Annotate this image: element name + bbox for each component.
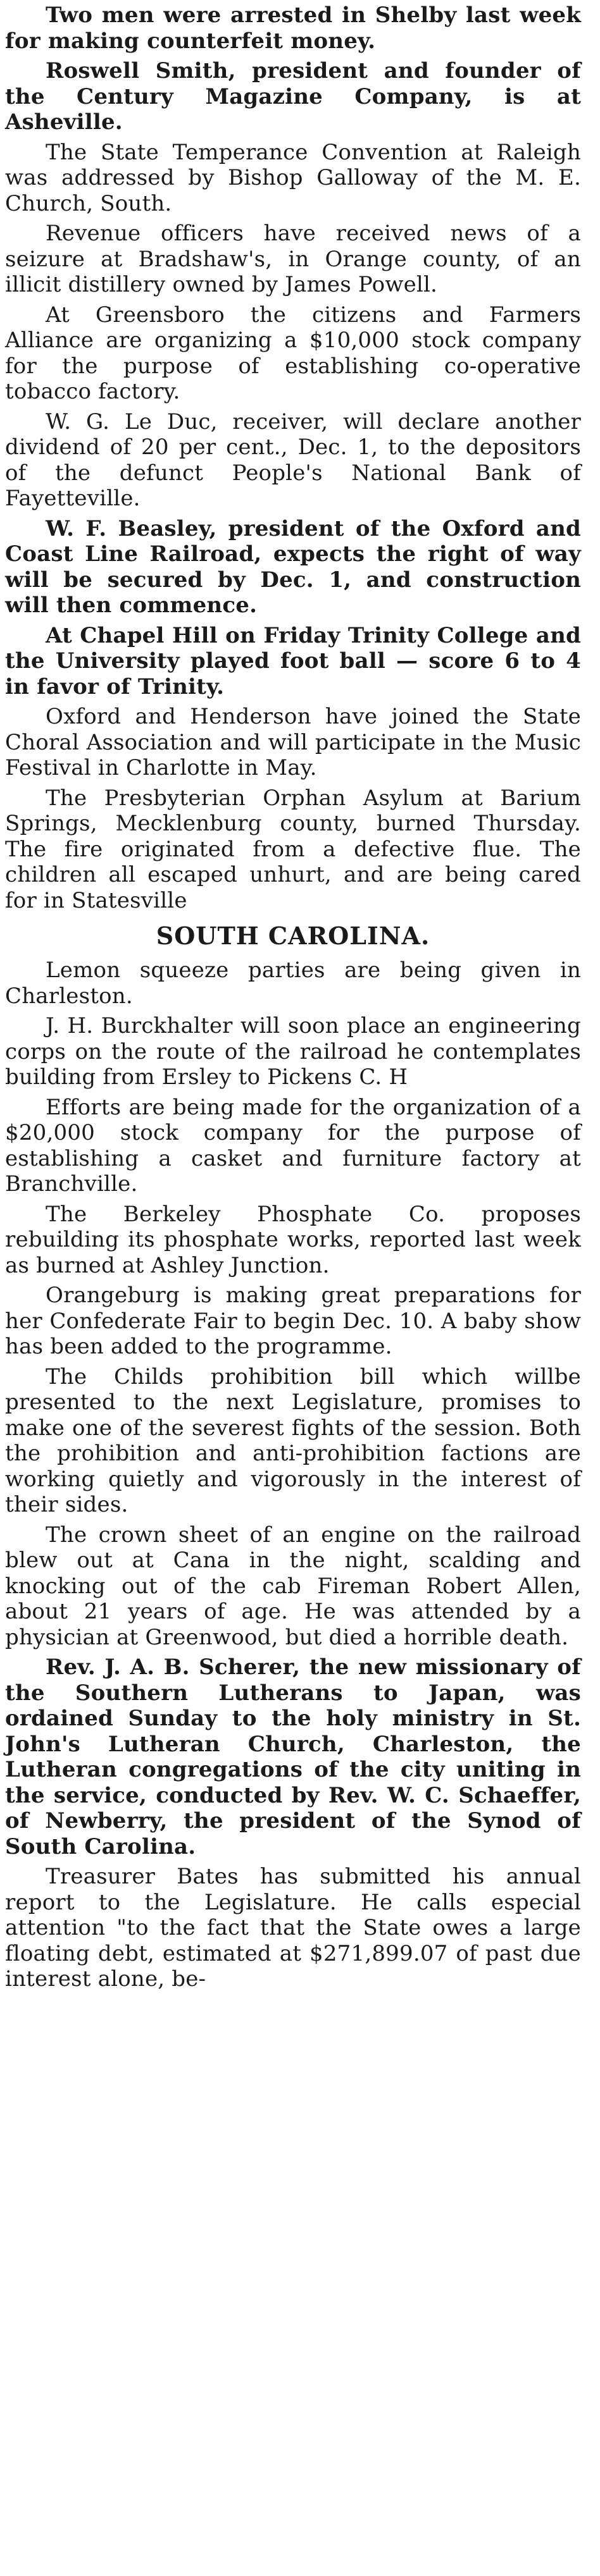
news-item-crown-sheet: The crown sheet of an engine on the railroad blew out at Cana in the night, scalding and knocking out of the cab Fireman Robert Allen, about 21 years of age. He was attended by a physician at Greenwood, but died a horrible death. bbox=[5, 1522, 581, 1650]
section-heading-south-carolina: SOUTH CAROLINA. bbox=[156, 921, 430, 950]
news-item-lemon-squeeze: Lemon squeeze parties are being given in Charleston. bbox=[5, 958, 581, 1009]
news-item-greensboro: At Greensboro the citizens and Farmers Alliance are organizing a $10,000 stock company for the purpose of establishing co-operative tobacco factory. bbox=[5, 302, 581, 404]
newspaper-column bbox=[5, 3, 581, 2572]
news-item-orphan-asylum: The Presbyterian Orphan Asylum at Barium Springs, Mecklenburg county, burned Thursday. The fire originated from a defective flue. The children all escaped unhurt, and are being cared for in Statesville bbox=[5, 785, 581, 913]
news-item-choral: Oxford and Henderson have joined the State Choral Association and will participate in the Music Festival in Charlotte in May. bbox=[5, 704, 581, 780]
news-item-roswell-smith: Roswell Smith, president and founder of the Century Magazine Company, is at Asheville. bbox=[5, 58, 581, 135]
news-item-childs-bill: The Childs prohibition bill which willbe presented to the next Legislature, promises to make one of the severest fights of the session. Both the prohibition and anti-prohibition factions are working quietly and vigorously in the interest of their sides. bbox=[5, 1364, 581, 1517]
news-item-chapel-hill: At Chapel Hill on Friday Trinity College and the University played foot ball — score 6 to 4 in favor of Trinity. bbox=[5, 622, 581, 699]
news-item-berkeley-phosphate: The Berkeley Phosphate Co. proposes rebuilding its phosphate works, reported last week as burned at Ashley Junction. bbox=[5, 1201, 581, 1278]
news-item-shelby: Two men were arrested in Shelby last week for making counterfeit money. bbox=[5, 3, 581, 54]
news-item-revenue: Revenue officers have received news of a seizure at Bradshaw's, in Orange county, of an illicit distillery owned by James Powell. bbox=[5, 221, 581, 297]
news-item-orangeburg: Orangeburg is making great preparations for her Confederate Fair to begin Dec. 10. A baby show has been added to the programme. bbox=[5, 1283, 581, 1359]
news-item-scherer: Rev. J. A. B. Scherer, the new missionary of the Southern Lutherans to Japan, was ordained Sunday to the holy ministry in St. John's Lutheran Church, Charleston, the Lutheran congregations of the city uniting in the service, conducted by Rev. W. C. Schaeffer, of Newberry, the president of the Synod of South Carolina. bbox=[5, 1655, 581, 1859]
news-item-le-duc: W. G. Le Duc, receiver, will declare another dividend of 20 per cent., Dec. 1, to the depositors of the defunct People's National Bank of Fayetteville. bbox=[5, 409, 581, 511]
news-item-beasley: W. F. Beasley, president of the Oxford and Coast Line Railroad, expects the right of way will be secured by Dec. 1, and construction will then commence. bbox=[5, 515, 581, 618]
news-item-treasurer-bates: Treasurer Bates has submitted his annual report to the Legislature. He calls especial attention "to the fact that the State owes a large floating debt, estimated at $271,899.07 of past due interest alone, be- bbox=[5, 1864, 581, 1992]
news-item-temperance: The State Temperance Convention at Raleigh was addressed by Bishop Galloway of the M. E. Church, South. bbox=[5, 139, 581, 216]
news-item-burckhalter: J. H. Burckhalter will soon place an engineering corps on the route of the railroad he contemplates building from Ersley to Pickens C. H bbox=[5, 1013, 581, 1090]
news-item-casket-factory: Efforts are being made for the organization of a $20,000 stock company for the purpose of establishing a casket and furniture factory at Branchville. bbox=[5, 1094, 581, 1197]
